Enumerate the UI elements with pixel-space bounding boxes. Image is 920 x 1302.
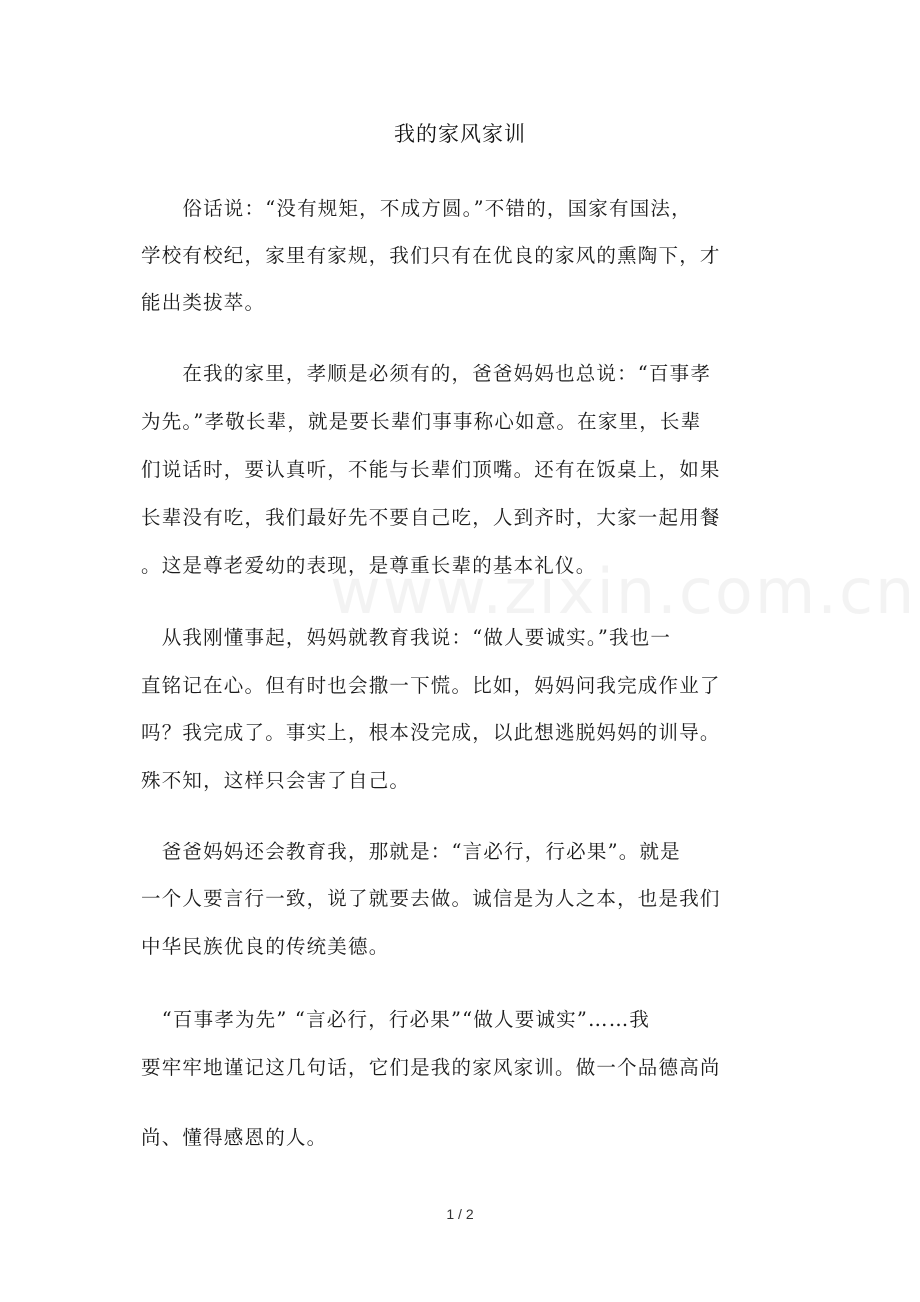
paragraph-line: 在我的家里，孝顺是必须有的，爸爸妈妈也总说：“百事孝 bbox=[141, 362, 712, 385]
paragraph-line: 爸爸妈妈还会教育我，那就是：“言必行，行必果”。就是 bbox=[141, 840, 681, 863]
paragraph-line: 长辈没有吃，我们最好先不要自己吃，人到齐时，大家一起用餐 bbox=[141, 506, 721, 529]
paragraph-line: 一个人要言行一致，说了就要去做。诚信是为人之本，也是我们 bbox=[141, 887, 721, 910]
paragraph-line: 殊不知，这样只会害了自己。 bbox=[141, 769, 411, 792]
paragraph-line: “百事孝为先” “言必行，行必果”“做人要诚实”……我 bbox=[141, 1008, 651, 1031]
paragraph-line: 尚、懂得感恩的人。 bbox=[141, 1126, 328, 1149]
page-number: 1 / 2 bbox=[446, 1206, 474, 1222]
paragraph-line: 们说话时，要认真听，不能与长辈们顶嘴。还有在饭桌上，如果 bbox=[141, 458, 721, 481]
paragraph-line: 从我刚懂事起，妈妈就教育我说：“做人要诚实。”我也一 bbox=[141, 626, 672, 649]
paragraph-line: 能出类拔萃。 bbox=[141, 291, 266, 314]
paragraph-line: 俗话说：“没有规矩，不成方圆。”不错的，国家有国法， bbox=[141, 197, 692, 220]
paragraph-line: 为先。”孝敬长辈，就是要长辈们事事称心如意。在家里，长辈 bbox=[141, 410, 702, 433]
paragraph-line: 要牢牢地谨记这几句话，它们是我的家风家训。做一个品德高尚 bbox=[141, 1056, 721, 1079]
paragraph-line: 。这是尊老爱幼的表现，是尊重长辈的基本礼仪。 bbox=[141, 554, 597, 577]
document-title: 我的家风家训 bbox=[394, 122, 526, 146]
paragraph-line: 吗？我完成了。事实上，根本没完成，以此想逃脱妈妈的训导。 bbox=[141, 721, 721, 744]
paragraph-line: 中华民族优良的传统美德。 bbox=[141, 935, 390, 958]
paragraph-line: 直铭记在心。但有时也会撒一下慌。比如，妈妈问我完成作业了 bbox=[141, 674, 721, 697]
paragraph-line: 学校有校纪，家里有家规，我们只有在优良的家风的熏陶下，才 bbox=[141, 244, 721, 267]
